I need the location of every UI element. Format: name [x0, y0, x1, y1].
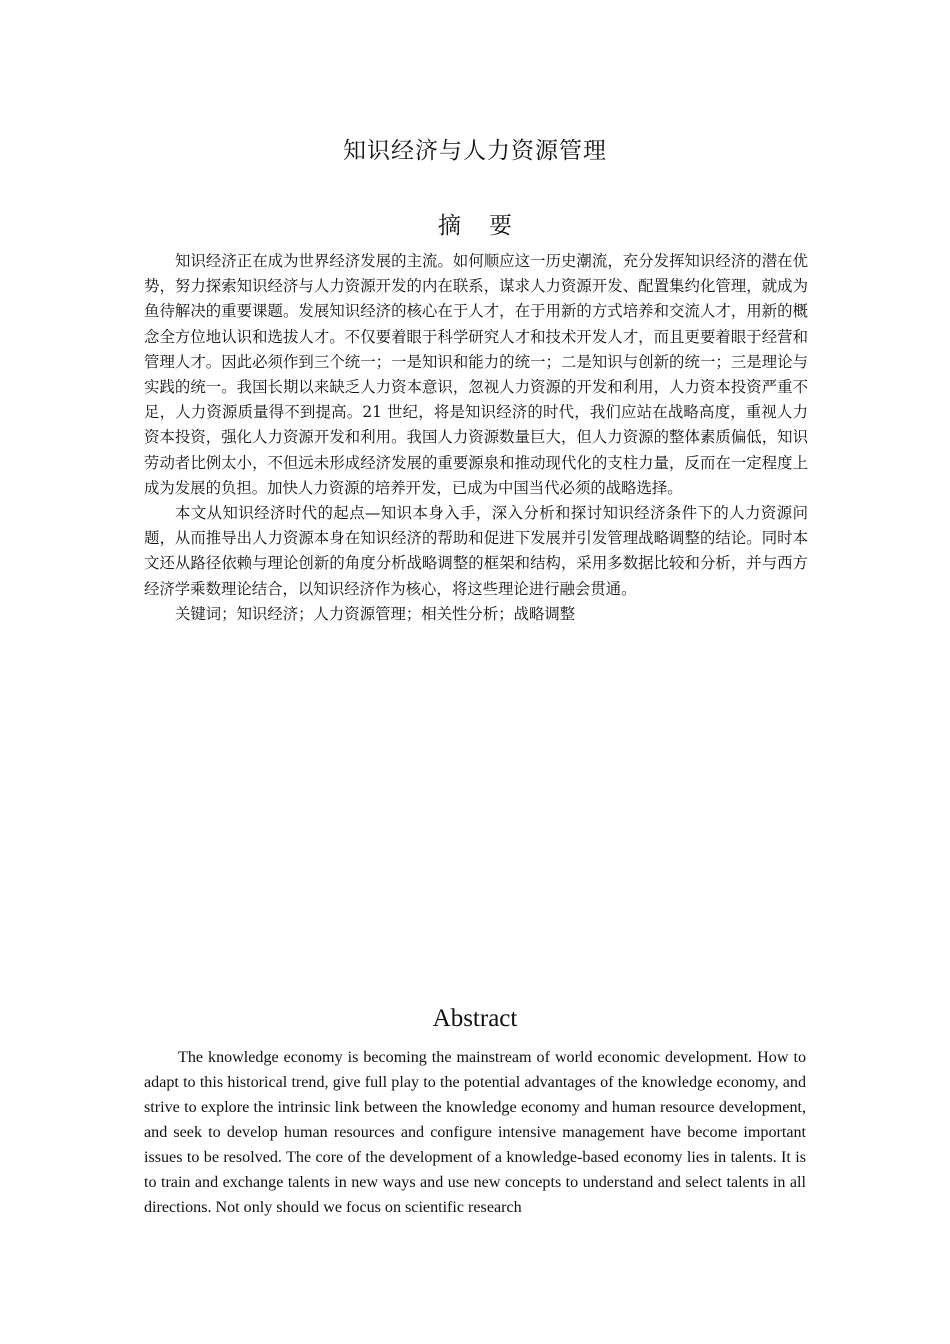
- abstract-cn-heading-right: 要: [489, 213, 512, 239]
- keywords-line: 关键词；知识经济；人力资源管理；相关性分析；战略调整: [175, 604, 576, 623]
- abstract-cn-heading-left: 摘: [438, 213, 461, 239]
- abstract-en-body: [144, 1045, 806, 1220]
- abstract-en-heading: Abstract: [432, 1005, 518, 1032]
- abstract-cn-body: [144, 249, 808, 627]
- abstract-cn-heading: [0, 207, 950, 240]
- abstract-cn-paragraph-2: 本文从知识经济时代的起点—知识本身入手，深入分析和探讨知识经济条件下的人力资源问题，从而推导出人力资源本身在知识经济的帮助和促进下发展并引发管理战略调整的结论。同时本文还从路径依赖与理论创新的角度分析战略调整的框架和结构，采用多数据比较和分析，并与西方经济学乘数理论结合，以知识经济作为核心，将这些理论进行融会贯通。: [144, 504, 808, 598]
- paper-title: 知识经济与人力资源管理: [343, 138, 607, 164]
- abstract-cn-paragraph-1: 知识经济正在成为世界经济发展的主流。如何顺应这一历史潮流，充分发挥知识经济的潜在优势，努力探索知识经济与人力资源开发的内在联系，谋求人力资源开发、配置集约化管理，就成为鱼待解决的重要课题。发展知识经济的核心在于人才，在于用新的方式培养和交流人才，用新的概念全方位地认识和选拔人才。不仅要着眼于科学研究人才和技术开发人才，而且更要着眼于经营和管理人才。因此必须作到三个统一；一是知识和能力的统一；二是知识与创新的统一；三是理论与实践的统一。我国长期以来缺乏人力资本意识，忽视人力资源的开发和利用，人力资本投资严重不足，人力资源质量得不到提高。21 世纪，将是知识经济的时代，我们应站在战略高度，重视人力资本投资，强化人力资源开发和利用。我国人力资源数量巨大，但人力资源的整体素质偏低，知识劳动者比例太小，不但远未形成经济发展的重要源泉和推动现代化的支柱力量，反而在一定程度上成为发展的负担。加快人力资源的培养开发，已成为中国当代必须的战略选择。: [144, 252, 808, 497]
- abstract-en-paragraph-1: The knowledge economy is becoming the mainstream of world economic development. How to adapt to this historical trend, give full play to the potential advantages of the knowledge economy, and strive to explore the intrinsic link between the knowledge economy and human resource development, and seek to develop human resources and configure intensive management have become important issues to be resolved. The core of the development of a knowledge-based economy lies in talents. It is to train and exchange talents in new ways and use new concepts to understand and select talents in all directions. Not only should we focus on scientific research: [144, 1049, 806, 1216]
